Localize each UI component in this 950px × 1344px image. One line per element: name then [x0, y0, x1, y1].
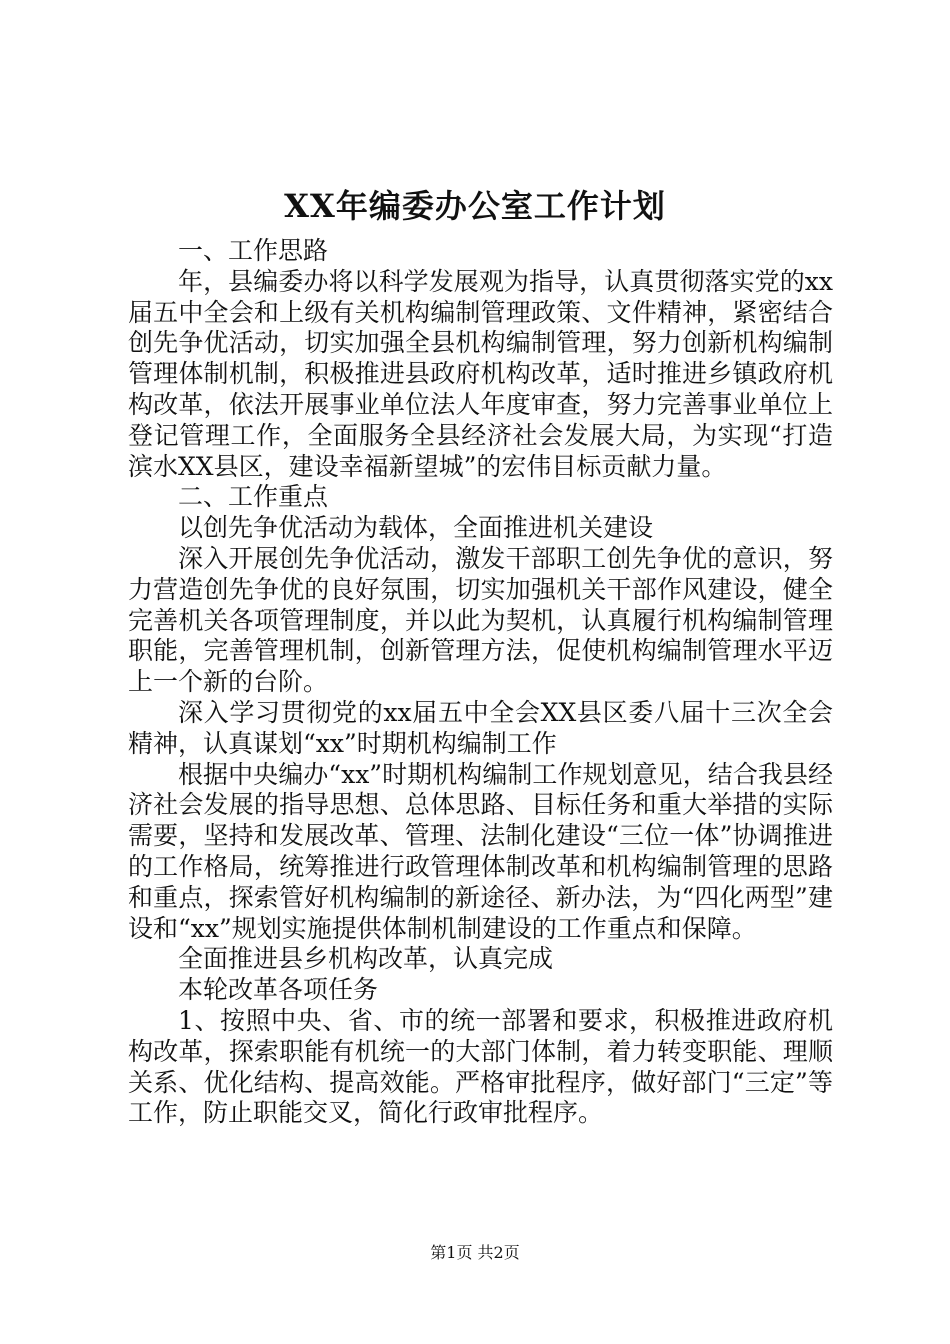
section-heading-work-approach: 一、工作思路 [178, 236, 329, 265]
section-heading-work-focus: 二、工作重点 [178, 482, 329, 512]
paragraph: 根据中央编办“xx”时期机构编制工作规划意见，结合我县经济社会发展的指导思想、总体思路、目标任务和重大举措的实际需要，坚持和发展改革、管理、法制化建设“三位一体”协调推进的工作格局，统筹推进行政管理体制改革和机构编制管理的思路和重点，探索管好机构编制的新途径、新办法，为“四化两型”建设和“xx”规划实施提供体制机制建设的工作重点和保障。 [128, 759, 833, 943]
subheading: 全面推进县乡机构改革，认真完成 [178, 944, 554, 974]
document-body [128, 236, 833, 1129]
paragraph: 年，县编委办将以科学发展观为指导，认真贯彻落实党的xx届五中全会和上级有关机构编制管理政策、文件精神，紧密结合创先争优活动，切实加强全县机构编制管理，努力创新机构编制管理体制机制，积极推进县政府机构改革，适时推进乡镇政府机构改革，依法开展事业单位法人年度审查，努力完善事业单位上登记管理工作，全面服务全县经济社会发展大局，为实现“打造滨水XX县区，建设幸福新望城”的宏伟目标贡献力量。 [128, 266, 833, 481]
paragraph: 深入开展创先争优活动，激发干部职工创先争优的意识，努力营造创先争优的良好氛围，切实加强机关干部作风建设，健全完善机关各项管理制度，并以此为契机，认真履行机构编制管理职能，完善管理机制，创新管理方法，促使机构编制管理水平迈上一个新的台阶。 [128, 543, 833, 697]
subheading: 深入学习贯彻党的xx届五中全会XX县区委八届十三次全会精神，认真谋划“xx”时期机构编制工作 [128, 697, 833, 758]
document-title: XX年编委办公室工作计划 [284, 187, 666, 225]
page-number-footer: 第1页 共2页 [430, 1243, 520, 1262]
paragraph: 1、按照中央、省、市的统一部署和要求，积极推进政府机构改革，探索职能有机统一的大部门体制，着力转变职能、理顺关系、优化结构、提高效能。严格审批程序，做好部门“三定”等工作，防止职能交叉，简化行政审批程序。 [128, 1005, 833, 1128]
subheading: 本轮改革各项任务 [178, 975, 379, 1005]
subheading: 以创先争优活动为载体，全面推进机关建设 [178, 513, 654, 543]
